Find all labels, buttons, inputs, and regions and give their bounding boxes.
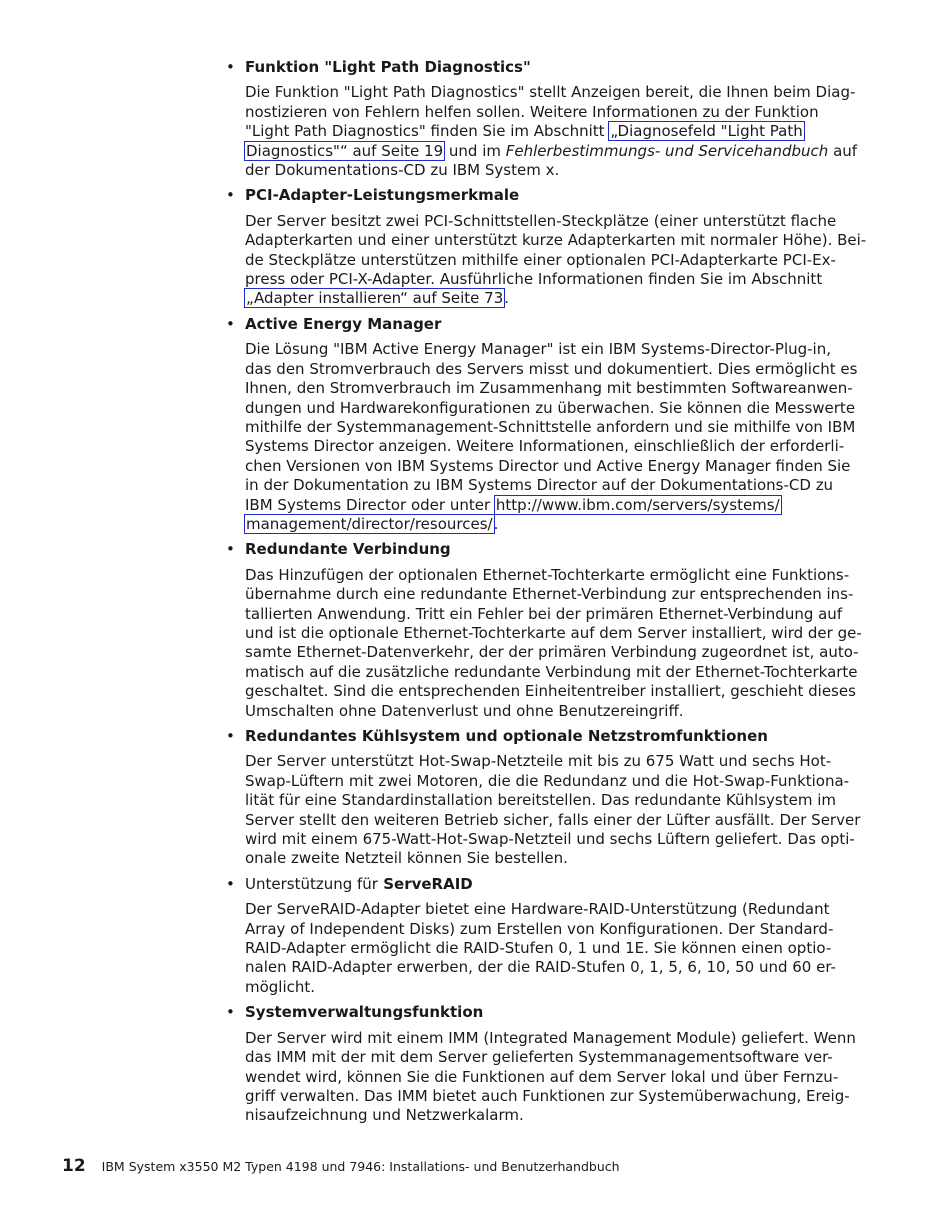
emphasis-handbook: Fehlerbestimmungs- und Servicehandbuch (505, 141, 829, 160)
item-title: PCI-Adapter-Leistungsmerkmale (245, 186, 520, 205)
item-text: Der Server besitzt zwei PCI-Schnittstellen-Steckplätze (einer unterstützt flache Adapterkarten und einer unterstützt kurze Adapterkarten mit normaler Höhe). Bei- de Steckplätze unterstützen mithilfe einer optionalen PCI-Adapterkarte PCI-Ex- press oder PCI-X-Adapter. Ausführliche Informationen finden Sie im Abschnitt „Adapter installieren“ auf Seite 73. (245, 211, 867, 308)
page-number: 12 (62, 1156, 86, 1176)
item-text: Der ServeRAID-Adapter bietet eine Hardware-RAID-Unterstützung (Redundant Array of Independent Disks) zum Erstellen von Konfigurationen. Der Standard- RAID-Adapter ermöglicht die RAID-Stufen 0, 1 und 1E. Sie können einen optio- nalen RAID-Adapter erwerben, der die RAID-Stufen 0, 1, 5, 6, 10, 50 und 60 er- möglicht. (245, 900, 836, 996)
list-item-pci-adapter (226, 186, 867, 308)
item-text: Der Server wird mit einem IMM (Integrated Management Module) geliefert. Wenn das IMM mit der mit dem Server gelieferten Systemmanagementsoftware ver- wendet wird, können Sie die Funktionen auf dem Server lokal und über Fernzu- griff verwalten. Das IMM bietet auch Funktionen zur Systemüberwachung, Ereig- nisaufzeichnung und Netzwerkalarm. (245, 1028, 856, 1125)
list-item-systemverwaltung (226, 1003, 856, 1125)
item-title-prefix: Unterstützung für (245, 874, 378, 893)
item-title: Redundante Verbindung (245, 540, 451, 559)
item-title: Redundantes Kühlsystem und optionale Netzstromfunktionen (245, 727, 768, 745)
link-ibm-url[interactable]: http://www.ibm.com/servers/systems/ (495, 495, 780, 514)
page-footer (62, 1156, 620, 1176)
list-item-kuehlsystem (226, 727, 861, 869)
document-body (226, 58, 867, 1132)
item-title (245, 875, 846, 894)
item-title: Active Energy Manager (245, 314, 442, 333)
item-text: Das Hinzufügen der optionalen Ethernet-Tochterkarte ermöglicht eine Funktions- übernahme durch eine redundante Ethernet-Verbindung zur entsprechenden ins- tallierten Anwendung. Tritt ein Fehler bei der primären Ethernet-Verbindung auf und ist die optionale Ethernet-Tochterkarte auf dem Server installiert, wird der ge- samte Ethernet-Datenverkehr, der der primären Verbindung zugeordnet ist, auto- matisch auf die zusätzliche redundante Verbindung mit der Ethernet-Tochterkarte geschaltet. Sind die entsprechenden Einheitentreiber installiert, geschieht dieses Umschalten ohne Datenverlust und ohne Benutzereingriff. (245, 565, 862, 720)
item-text: Die Lösung "IBM Active Energy Manager" ist ein IBM Systems-Director-Plug-in, das den Stromverbrauch des Servers misst und dokumentiert. Dies ermöglicht es Ihnen, den Stromverbrauch im Zusammenhang mit bestimmten Softwareanwen- dungen und Hardwarekonfigurationen zu überwachen. Sie können die Messwerte mithilfe der Systemmanagement-Schnittstelle anfordern und sie mithilfe von IBM Systems Director anzeigen. Weitere Informationen, einschließlich der erforderli- chen Versionen von IBM Systems Director und Active Energy Manager finden Sie in der Dokumentation zu IBM Systems Director auf der Dokumentations-CD zu IBM Systems Director oder unter http://www.ibm.com/servers/systems/ management/director/resources/. (245, 340, 858, 533)
list-item-redundante-verbindung (226, 540, 862, 721)
bullet: • (226, 874, 235, 893)
bullet: • (226, 314, 235, 333)
bullet: • (226, 1003, 235, 1022)
list-item-active-energy-manager (226, 314, 858, 534)
list-item-light-path (226, 58, 858, 180)
link-diagnosefeld-page[interactable]: Diagnostics"“ auf Seite 19 (246, 141, 444, 160)
bullet: • (226, 186, 235, 205)
bullet: • (226, 58, 235, 76)
item-title-strong: ServeRAID (383, 874, 473, 893)
bullet: • (226, 727, 235, 745)
link-adapter-installieren[interactable]: „Adapter installieren“ auf Seite 73 (246, 289, 504, 308)
item-title: Systemverwaltungsfunktion (245, 1003, 484, 1022)
list-item-serveraid (226, 875, 846, 997)
footer-title: IBM System x3550 M2 Typen 4198 und 7946: Installations- und Benutzerhandbuch (101, 1159, 620, 1174)
item-text: Die Funktion "Light Path Diagnostics" stellt Anzeigen bereit, die Ihnen beim Diag- nostizieren von Fehlern helfen sollen. Weitere Informationen zu der Funktion "Light Path Diagnostics" finden Sie im Abschnitt „Diagnosefeld "Light Path Diagnostics"“ auf Seite 19 und im Fehlerbestimmungs- und Servicehandbuch auf der Dokumentations-CD zu IBM System x. (245, 83, 858, 180)
link-diagnosefeld[interactable]: „Diagnosefeld "Light Path (610, 122, 803, 141)
item-text: Der Server unterstützt Hot-Swap-Netzteile mit bis zu 675 Watt und sechs Hot- Swap-Lüftern mit zwei Motoren, die die Redundanz und die Hot-Swap-Funktiona- lität für eine Standardinstallation bereitstellen. Das redundante Kühlsystem im Server stellt den weiteren Betrieb sicher, falls einer der Lüfter ausfällt. Der Server wird mit einem 675-Watt-Hot-Swap-Netzteil und sechs Lüftern geliefert. Das opti- onale zweite Netzteil können Sie bestellen. (245, 752, 861, 868)
link-ibm-url-cont[interactable]: management/director/resources/ (246, 514, 493, 533)
bullet: • (226, 540, 235, 559)
item-title: Funktion "Light Path Diagnostics" (245, 58, 531, 76)
